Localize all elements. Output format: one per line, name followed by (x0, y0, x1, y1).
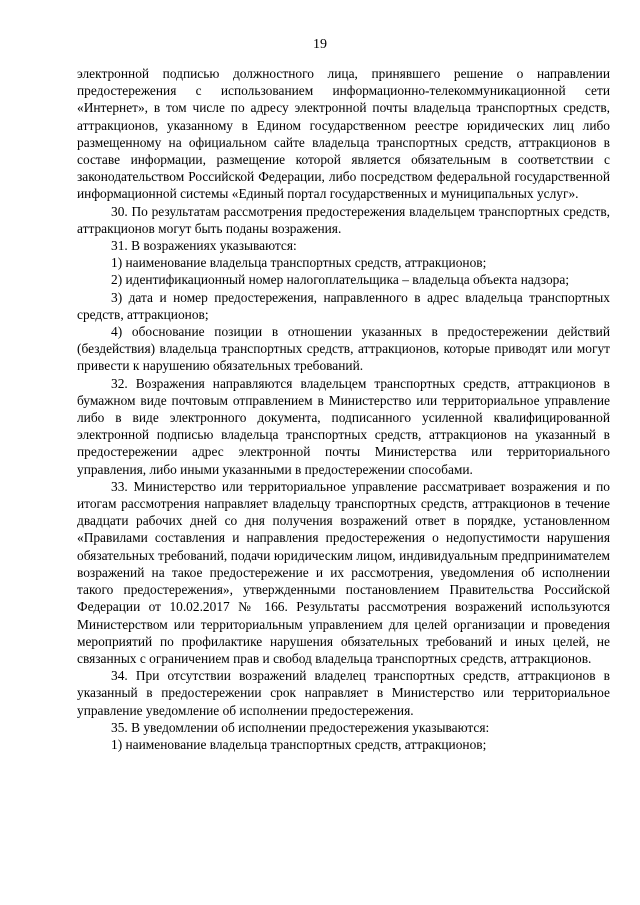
paragraph-34: 34. При отсутствии возражений владелец транспортных средств, аттракционов в указанный в предостережении срок направляет в Министерство или территориальное управление уведомление об исполнении предостережения. (77, 668, 610, 718)
list-item-31-4: 4) обоснование позиции в отношении указанных в предостережении действий (бездействия) владельца транспортных средств, аттракционов, которые приводят или могут привести к нарушению обязательных требований. (77, 324, 610, 374)
list-item-31-1: 1) наименование владельца транспортных средств, аттракционов; (111, 255, 487, 271)
list-item-31-3: 3) дата и номер предостережения, направленного в адрес владельца транспортных средств, аттракционов; (77, 289, 610, 322)
paragraph-32: 32. Возражения направляются владельцем транспортных средств, аттракционов в бумажном виде почтовым отправлением в Министерство или территориальное управление либо в виде электронного документа, подписанного усиленной квалифицированной электронной подписью владельца транспортных средств, аттракционов на указанный в предостережении адрес электронной почты Министерства или территориального управления, либо иными указанными в предостережении способами. (77, 375, 610, 477)
page-number: 19 (313, 37, 327, 52)
paragraph-33: 33. Министерство или территориальное управление рассматривает возражения и по итогам рассмотрения направляет владельцу транспортных средств, аттракционов в течение двадцати рабочих дней со дня получения возражений ответ в порядке, установленном «Правилами составления и направления предостережения о недопустимости нарушения обязательных требований, подачи юридическим лицом, индивидуальным предпринимателем возражений на такое предостережение и их рассмотрения, уведомления об исполнении такого предостережения», утвержденными постановлением Правительства Российской Федерации от 10.02.2017 № 166. Результаты рассмотрения возражений используются Министерством или территориальным управлением для целей организации и проведения мероприятий по профилактике нарушения обязательных требований и иных целей, не связанных с ограничением прав и свобод владельца транспортных средств, аттракционов. (77, 478, 610, 666)
document-body (77, 65, 610, 753)
list-item-35-1: 1) наименование владельца транспортных средств, аттракционов; (111, 736, 487, 752)
paragraph-30: 30. По результатам рассмотрения предостережения владельцем транспортных средств, аттракционов могут быть поданы возражения. (77, 203, 610, 236)
list-item-31-2: 2) идентификационный номер налогоплательщика – владельца объекта надзора; (111, 272, 570, 288)
paragraph-continuation: электронной подписью должностного лица, принявшего решение о направлении предостережения с использованием информационно-телекоммуникационной сети «Интернет», в том числе по адресу электронной почты владельца транспортных средств, аттракционов, указанному в Едином государственном реестре юридических лиц либо размещенному на официальном сайте владельца транспортных средств, аттракционов в составе информации, размещение которой является обязательным в соответствии с законодательством Российской Федерации, либо посредством федеральной государственной информационной системы «Единый портал государственных и муниципальных услуг». (77, 66, 610, 202)
paragraph-31: 31. В возражениях указываются: (111, 238, 297, 254)
paragraph-35: 35. В уведомлении об исполнении предостережения указываются: (111, 719, 490, 735)
